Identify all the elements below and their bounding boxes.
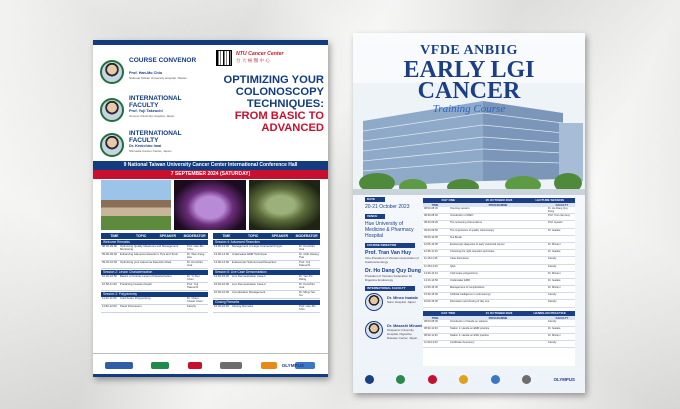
- table-row: 08:30-11:30 Station 1: Hands-on EMR practice Dr. Iwatate: [423, 327, 575, 334]
- title-line-3: TECHNIQUES:: [246, 98, 324, 110]
- venue-value: Hue University of Medicine & Pharmacy Hospital: [365, 221, 414, 239]
- header-moderator: MODERATOR: [183, 234, 206, 238]
- sponsor-logo-icon: [188, 362, 202, 369]
- poster-title-top: VFDE ANBIIG: [420, 43, 518, 58]
- day-session: LECTURE SESSION: [535, 198, 564, 202]
- faculty-1-name: Dr. Mineo Iwatate: [387, 296, 419, 301]
- title-line-1: OPTIMIZING YOUR: [223, 74, 324, 86]
- table-row: 14:40-15:20 Live Demonstration Case 1 Dr. Yen-Po Wang: [213, 275, 320, 283]
- sponsor-logos: [365, 375, 575, 384]
- sponsor-logo-icon: [522, 375, 531, 384]
- faculty-1-photo: [365, 293, 383, 311]
- date-label: DATE: [365, 197, 385, 202]
- table-row: 08:00-08:30 Introduction of hands-on stations Faculty: [423, 320, 575, 327]
- col-faculty: FACULTY: [555, 203, 569, 207]
- faculty-label: INTERNATIONAL FACULTY: [365, 286, 415, 291]
- header-time: TIME: [110, 234, 119, 238]
- table-row: 08:40-09:20 The screening interventions Prof. Hyesim: [423, 221, 575, 228]
- table-row: 10:05-10:35 Endoscopic diagnosis of early colorectal cancer Dr. Minami: [423, 243, 575, 250]
- header-speaker: SPEAKER: [271, 234, 289, 238]
- day-date: 20 OCTOBER 2023: [485, 198, 513, 202]
- faculty-2-affiliation: Okayama University Hospital, Digestive Disease Center, Japan: [387, 328, 418, 340]
- day-label: DAY ONE: [441, 198, 455, 202]
- table-row: 11:45-12:00 Q&A Faculty: [423, 265, 575, 272]
- title-line-5: ADVANCED: [261, 122, 324, 134]
- endoscopy-image-1: [174, 180, 246, 230]
- faculty-2-name: Dr. Kenichiro Imai: [129, 144, 162, 148]
- table-row: 08:30-11:30 Station 2: Hands-on ESD practice Dr. Minami: [423, 334, 575, 341]
- faculty-2-role: INTERNATIONAL FACULTY: [129, 130, 182, 144]
- faculty-1-photo: [100, 98, 124, 122]
- table-row: 10:50-11:20 Predicting Invasion Depth Prof. Yuji Takeuchi: [101, 283, 208, 291]
- faculty-1-affiliation: Gunma University Hospital, Japan: [129, 114, 175, 118]
- table-row: 09:50-10:05 Tea Break: [423, 236, 575, 243]
- poster-title-main-1: EARLY LGI: [403, 57, 535, 83]
- table-row: 09:20-09:50 The importance of quality colonoscopy Dr. Iwatate: [423, 229, 575, 236]
- header-topic: TOPIC: [135, 234, 147, 238]
- faculty-1-name: Prof. Yuji Takeuchi: [129, 109, 163, 113]
- convenor-affiliation: National Taiwan University Hospital, Taiwan: [129, 76, 187, 80]
- qr-code-icon: [216, 50, 232, 66]
- faculty-1-affiliation: Sano Hospital, Japan: [387, 300, 416, 305]
- table-row: 13:00-13:30 Management of Large Colorectal Polyps Dr. Kenichiro Imai: [213, 245, 320, 253]
- header-moderator: MODERATOR: [295, 234, 318, 238]
- faculty-card-1: [365, 291, 421, 317]
- director-1-title: Vice-President of Vietnam Association of Gastroenterology: [365, 256, 419, 264]
- olympus-logo: OLYMPUS: [553, 377, 575, 382]
- header-speaker: SPEAKER: [159, 234, 177, 238]
- olympus-logo: OLYMPUS: [281, 363, 304, 368]
- col-programme: PROGRAMME: [488, 203, 508, 207]
- program-header-right: [213, 233, 320, 239]
- title-line-4: FROM BASIC TO: [234, 110, 324, 122]
- table-row: 09:30-10:00 Optimizing your Adenoma Detection Rate Dr. Kenichiro Imai: [101, 261, 208, 269]
- program-column-right: [213, 233, 320, 351]
- faculty-2-affiliation: Shizuoka Cancer Center, Japan: [129, 149, 172, 153]
- col-programme: PROGRAMME: [488, 315, 508, 320]
- table-row: 11:30-12:00 Certificate Ceremony Faculty: [423, 341, 575, 348]
- sponsor-logo-icon: [151, 362, 169, 369]
- col-faculty: FACULTY: [555, 315, 569, 320]
- sponsor-logo-icon: [105, 362, 133, 369]
- ntu-cancer-center-logo: NTU Cancer Center: [236, 51, 284, 57]
- director-1-name: Prof. Tran Van Huy: [365, 250, 412, 256]
- convenor-card: [100, 57, 197, 91]
- venue-bar: 9 National Taiwan University Cancer Center International Conference Hall: [93, 161, 328, 170]
- sponsor-logo-icon: [491, 375, 500, 384]
- session-label: Session 5: Live Case Demonstration: [213, 270, 320, 275]
- faculty-card-2: [365, 319, 421, 345]
- table-row: 13:30-14:00 Underwater EMR Technique Dr. Chih-Hsiang Tsai: [214, 253, 319, 260]
- table-row: 11:15-11:45 Case discussion Faculty: [423, 257, 575, 264]
- header-time: TIME: [222, 234, 231, 238]
- date-bar: 7 SEPTEMBER 2024 (SATURDAY): [93, 170, 328, 179]
- table-row: 13:30-14:10 Cold snare polypectomy Dr. Minami: [423, 272, 575, 279]
- table-row: 11:20-11:50 Cold Snare Polypectomy Dr. Chien-Chuan Chen: [101, 297, 208, 305]
- table-row: 16:30-16:40 Closing Remarks Prof. Han-Mo Chiu: [213, 305, 320, 313]
- table-row: 14:50-15:30 Management of complications Dr. Minami: [423, 286, 575, 293]
- header-topic: TOPIC: [247, 234, 259, 238]
- table-row: 08:00-08:30 Opening session Dr. Ho Dang Quy Dung: [423, 207, 575, 214]
- session-label: Session 2: Lesion Characterization: [101, 270, 208, 275]
- course-info-column: [365, 197, 421, 347]
- sponsor-logo-icon: [428, 375, 437, 384]
- venue-label: VENUE: [365, 214, 385, 219]
- table-row: 10:35-11:15 Choosing the right resection technique Dr. Iwatate: [423, 250, 575, 257]
- table-row: 11:50-12:00 Panel Discussion Faculty: [101, 305, 208, 313]
- director-2-title: President of Vietnam Federation for Digestive Endoscopy: [365, 274, 413, 282]
- faculty-2-photo: [100, 133, 124, 157]
- table-row: 15:20-16:00 Live Demonstration Case 2 Dr. Kenichiro Imai: [213, 283, 320, 291]
- director-2-name: Dr. Ho Dang Quy Dung: [365, 268, 421, 275]
- table-row: 15:30-16:00 Artificial intelligence in colonoscopy Faculty: [423, 293, 575, 300]
- session-label: Session 4: Advanced Resection: [213, 240, 320, 245]
- ntu-cancer-center-logo-zh: 台 大 癌 醫 中 心: [236, 58, 270, 63]
- poster-title-sub: Training Course: [432, 103, 506, 115]
- session-label: Session 3: Polypectomy: [101, 292, 208, 297]
- sponsor-logo-icon: [365, 375, 374, 384]
- convenor-name: Prof. Han-Mo Chiu: [129, 71, 163, 75]
- col-time: TIME: [431, 203, 439, 207]
- poster-bottom-bar: [93, 374, 328, 377]
- sponsor-logo-icon: [261, 362, 277, 369]
- date-value: 20-21 October 2023: [365, 204, 410, 210]
- program-header-left: [101, 233, 208, 239]
- table-row: 14:00-14:30 Endoscopic Submucosal Dissection Prof. Yuji Takeuchi: [213, 261, 320, 269]
- table-row: 08:30-08:40 Introduction of WEO Prof. Tran Van Huy: [423, 214, 575, 221]
- faculty-1-role: INTERNATIONAL FACULTY: [129, 95, 182, 109]
- poster-title-main-2: CANCER: [417, 78, 521, 104]
- day-session: HANDS-ON PRACTICE: [533, 310, 566, 315]
- faculty-2-photo: [365, 321, 383, 339]
- early-lgi-cancer-poster: [353, 33, 585, 393]
- convenor-photo: [100, 60, 124, 84]
- table-row: 10:20-10:50 Basics of Colonic Lesion Characterization Dr. Yi-Tsui Chen: [101, 275, 208, 283]
- faculty-card-2: [100, 130, 190, 164]
- program-column-left: [101, 233, 208, 351]
- day-label: DAY TWO: [441, 310, 456, 315]
- sponsor-logo-icon: [220, 362, 242, 369]
- sponsor-logo-icon: [396, 375, 405, 384]
- faculty-2-name: Dr. Masashi Minami: [387, 324, 423, 329]
- day-date: 21 OCTOBER 2023: [485, 310, 513, 315]
- endoscopy-image-2: [249, 180, 320, 230]
- session-label: Welcome Remarks: [101, 240, 208, 245]
- title-line-2: COLONOSCOPY: [235, 86, 324, 98]
- table-row: 16:00-16:30 Discussion and closing of day one Faculty: [423, 300, 575, 307]
- hospital-building-photo: [101, 180, 171, 230]
- convenor-role: COURSE CONVENOR: [129, 57, 197, 64]
- colonoscopy-course-poster: [93, 40, 328, 377]
- table-row: 16:00-16:30 Complication Management Dr. Ming-Yao Su: [213, 291, 320, 299]
- poster-top-bar: [93, 40, 328, 45]
- table-row: 14:10-14:50 Underwater EMR Dr. Iwatate: [423, 279, 575, 286]
- sponsor-logo-icon: [459, 375, 468, 384]
- session-label: Closing Remarks: [213, 300, 320, 305]
- programme-table: [423, 198, 575, 366]
- col-time: TIME: [431, 315, 439, 320]
- table-row: 09:00-09:30 Enhancing Adenoma Detection: Tips and Tools Dr. Wen-Feng Hsu: [101, 253, 208, 261]
- director-label: COURSE DIRECTOR: [365, 243, 415, 248]
- table-row: 08:30-09:00 Optimizing Quality Measures and Management Monitoring Prof. Han-Mo Chiu: [101, 245, 208, 253]
- program-tables: [101, 233, 320, 351]
- faculty-card-1: [100, 95, 190, 129]
